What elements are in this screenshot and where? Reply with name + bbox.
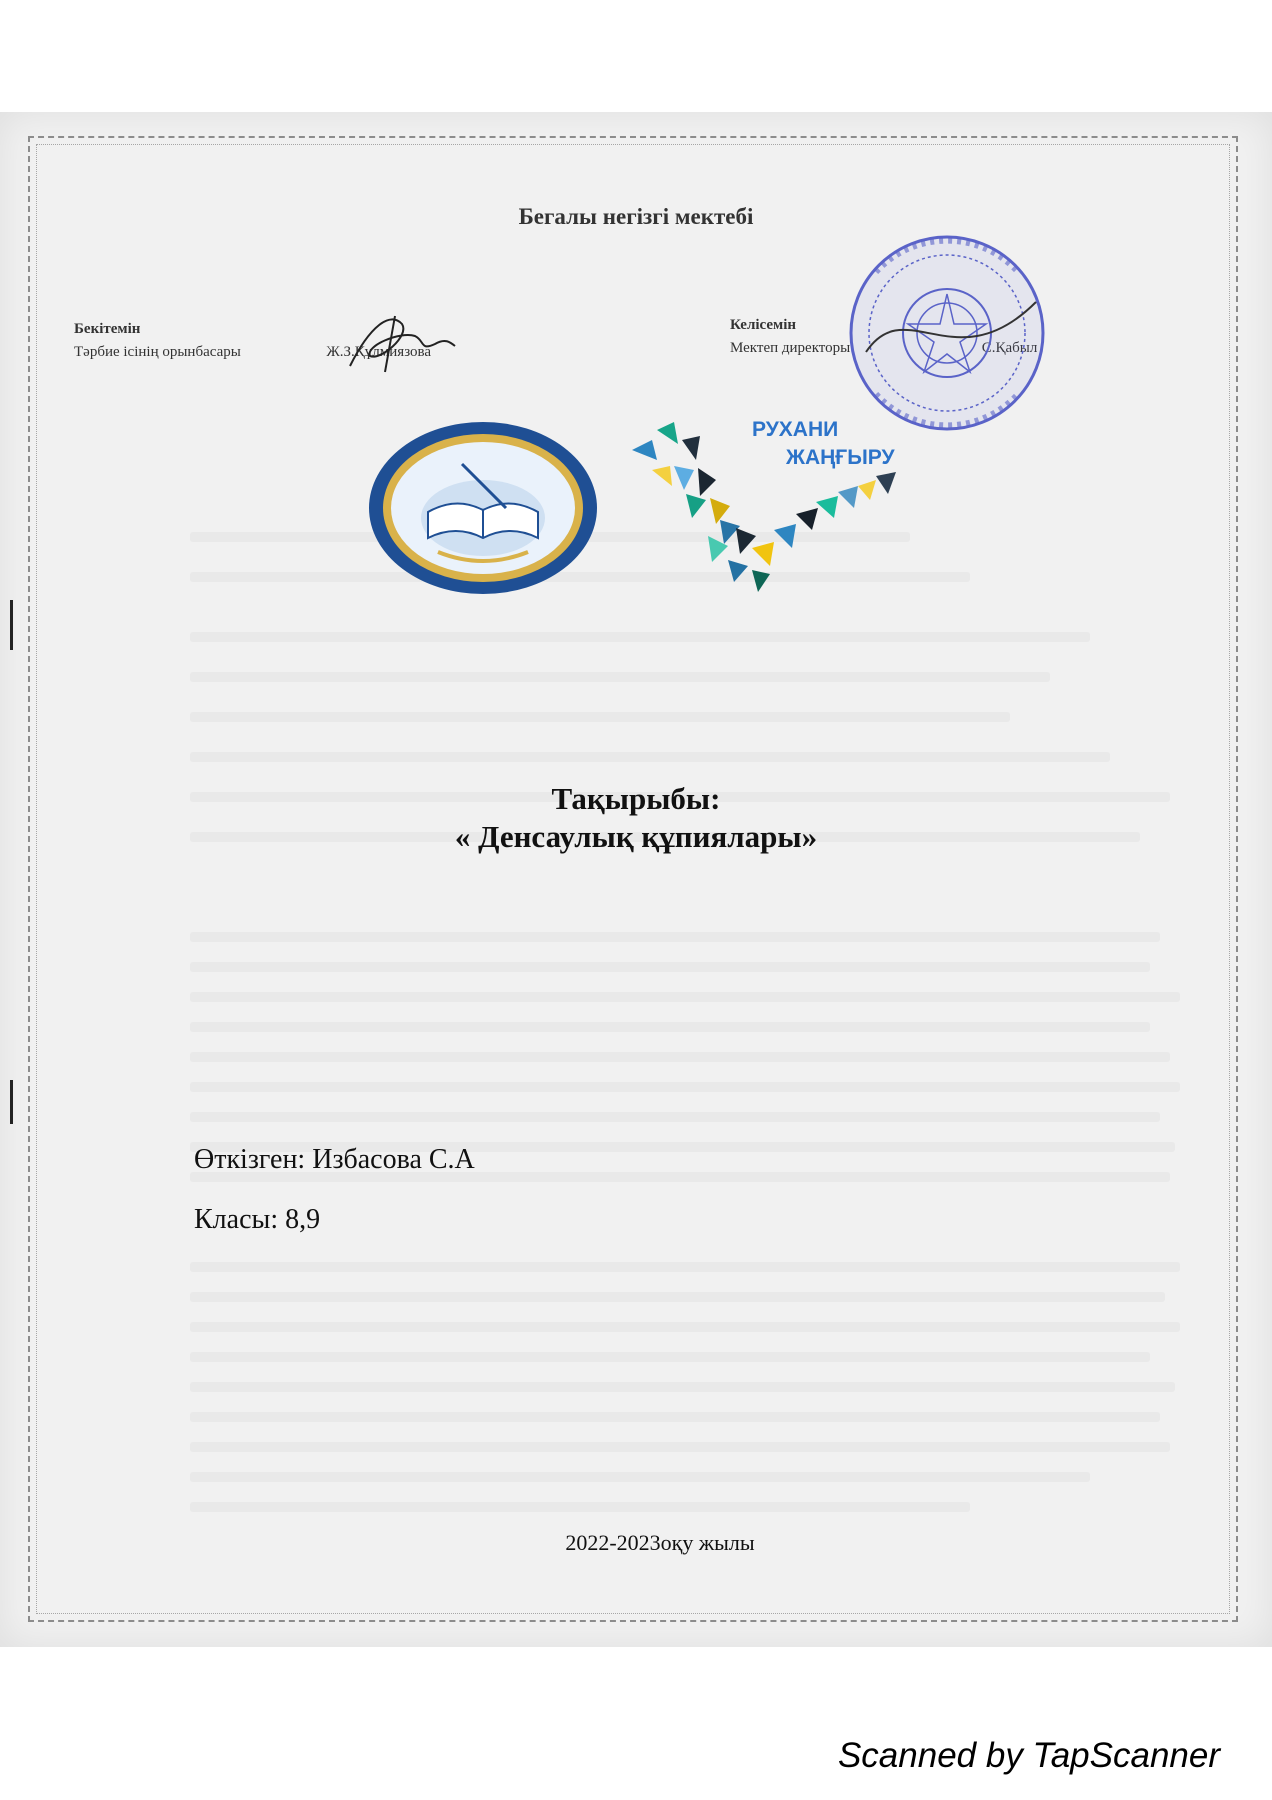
bleed-through-line (190, 1412, 1160, 1422)
presenter-line (194, 1144, 475, 1176)
topic-name: « Денсаулық құпиялары» (454, 819, 818, 854)
presenter-name: Избасова С.А (312, 1144, 475, 1175)
class-line (194, 1204, 320, 1236)
topic-label: Тақырыбы: (551, 781, 721, 816)
bleed-through-line (190, 1322, 1180, 1332)
school-emblem-logo (366, 420, 600, 596)
bleed-through-line (190, 712, 1010, 722)
presenter-label: Өткізген: (194, 1144, 306, 1175)
bleed-through-line (190, 752, 1110, 762)
bleed-through-line (190, 1472, 1090, 1482)
rukhani-zhangyru-text: РУХАНИ ЖАҢҒЫРУ (752, 418, 895, 469)
bleed-through-line (190, 672, 1050, 682)
academic-year: 2022-2023оқу жылы (565, 1530, 755, 1555)
approve-name: Ж.З.Құлмиязова (326, 344, 432, 360)
bleed-through-line (190, 632, 1090, 642)
scan-edge-mark (10, 1080, 13, 1124)
school-name: Бегалы негізгі мектебі (518, 204, 754, 229)
class-value: 8,9 (285, 1204, 321, 1235)
bleed-through-line (190, 1442, 1170, 1452)
bleed-through-line (190, 1352, 1150, 1362)
approval-signature (340, 306, 458, 376)
bleed-through-line (190, 1082, 1180, 1092)
bleed-through-line (190, 962, 1150, 972)
bleed-through-line (190, 992, 1180, 1002)
scan-edge-mark (10, 600, 13, 650)
topic-title (0, 780, 1272, 856)
bleed-through-line (190, 1382, 1175, 1392)
bleed-through-line (190, 1262, 1180, 1272)
bleed-through-line (190, 1022, 1150, 1032)
bleed-through-line (190, 932, 1160, 942)
agree-heading: Келісемін (730, 317, 797, 333)
approve-heading: Бекітемін (74, 321, 141, 337)
scanner-watermark: Scanned by TapScanner (837, 1736, 1220, 1775)
class-label: Класы: (194, 1204, 279, 1235)
bleed-through-line (190, 1052, 1170, 1062)
bleed-through-line (190, 1292, 1165, 1302)
official-stamp (846, 232, 1048, 434)
bleed-through-line (190, 1502, 970, 1512)
approve-position: Тәрбие ісінің орынбасары (74, 344, 241, 360)
bleed-through-line (190, 1112, 1160, 1122)
agree-position: Мектеп директоры (730, 340, 851, 356)
